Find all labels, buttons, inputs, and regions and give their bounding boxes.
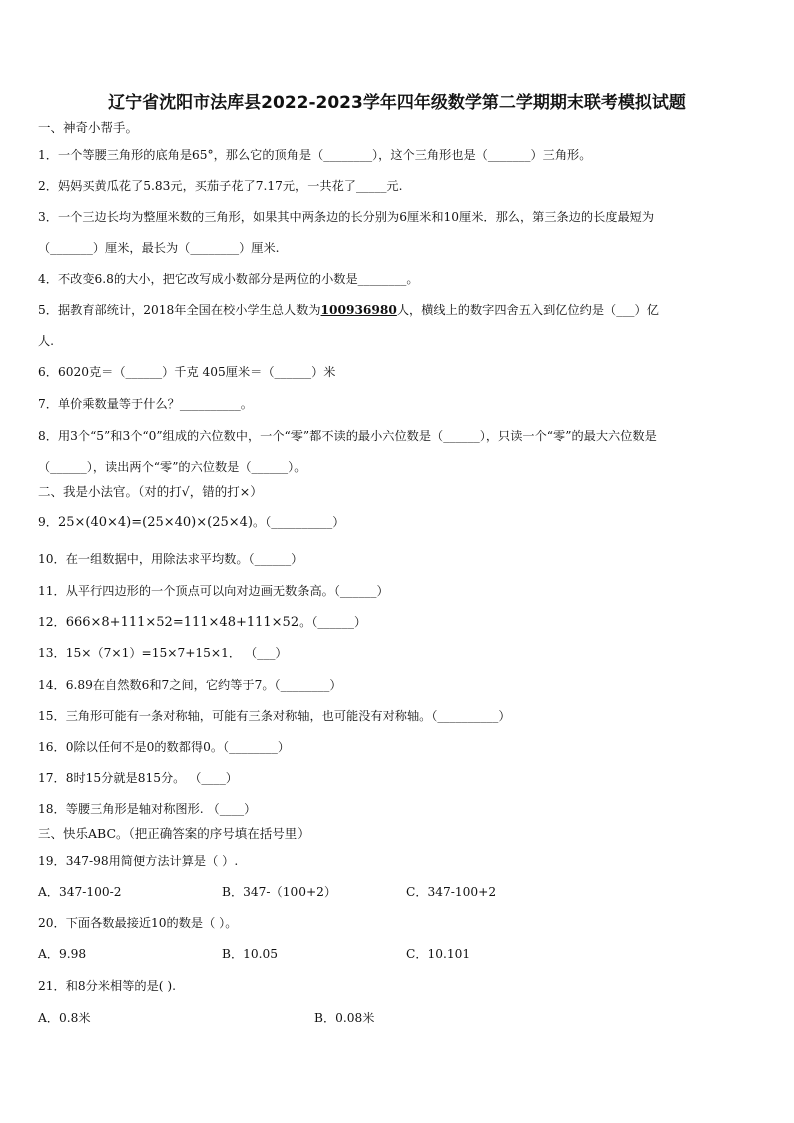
question-21-option-b: B．0.08米 — [314, 1011, 375, 1025]
question-13: 13．15×（7×1）=15×7+15×1． （___） — [38, 646, 288, 660]
question-19-option-b: B．347-（100+2） — [222, 885, 337, 899]
question-12 — [38, 614, 768, 631]
question-8-line-1: 8．用3个“5”和3个“0”组成的六位数中，一个“零”都不读的最小六位数是（______），只读一个“零”的最大六位数是 — [38, 429, 657, 443]
question-5-text-pre: 5．据教育部统计，2018年全国在校小学生总人数为 — [38, 303, 321, 317]
question-12-formula: 666×8+111×52=111×48+111×52 — [65, 615, 300, 630]
question-14: 14．6.89在自然数6和7之间，它约等于7。（________） — [38, 678, 342, 692]
question-19: 19．347-98用简便方法计算是（ ）. — [38, 854, 239, 868]
question-5-line-1 — [38, 302, 768, 318]
question-16: 16．0除以任何不是0的数都得0。（________） — [38, 740, 291, 754]
question-19-option-a: A．347-100-2 — [38, 885, 122, 899]
question-10: 10．在一组数据中，用除法求平均数。（______） — [38, 552, 304, 566]
question-5-underlined-number: 100936980 — [320, 303, 397, 317]
question-1: 1．一个等腰三角形的底角是65°，那么它的顶角是（________），这个三角形也是（_______）三角形。 — [38, 148, 592, 162]
question-20-option-a: A．9.98 — [38, 947, 87, 961]
question-9-tail: 。（__________） — [253, 515, 345, 529]
question-21-option-a: A．0.8米 — [38, 1011, 91, 1025]
question-7: 7．单价乘数量等于什么？__________。 — [38, 397, 253, 411]
question-20: 20．下面各数最接近10的数是（ ）。 — [38, 916, 238, 930]
section-2-heading: 二、我是小法官。（对的打√，错的打×） — [38, 484, 263, 499]
question-12-number: 12． — [38, 615, 66, 629]
question-21: 21．和8分米相等的是( ). — [38, 979, 177, 993]
question-9-number: 9． — [38, 515, 58, 529]
question-15: 15．三角形可能有一条对称轴，可能有三条对称轴，也可能没有对称轴。（__________） — [38, 709, 511, 723]
question-17: 17．8时15分就是815分。 （____） — [38, 771, 238, 785]
question-2: 2．妈妈买黄瓜花了5.83元，买茄子花了7.17元，一共花了_____元. — [38, 179, 403, 193]
section-1-heading: 一、神奇小帮手。 — [38, 120, 139, 135]
question-3-line-1: 3．一个三边长均为整厘米数的三角形，如果其中两条边的长分别为6厘米和10厘米．那么，第三条边的长度最短为 — [38, 210, 655, 224]
question-11: 11．从平行四边形的一个顶点可以向对边画无数条高。（______） — [38, 584, 389, 598]
page-title: 辽宁省沈阳市法库县2022-2023学年四年级数学第二学期期末联考模拟试题 — [108, 93, 686, 113]
question-20-option-b: B．10.05 — [222, 947, 279, 961]
section-3-heading: 三、快乐ABC。（把正确答案的序号填在括号里） — [38, 826, 310, 841]
question-5-text-post: 人，横线上的数字四舍五入到亿位约是（___）亿 — [396, 303, 659, 317]
question-18: 18．等腰三角形是轴对称图形. （____） — [38, 802, 257, 816]
question-12-tail: 。（______） — [299, 615, 367, 629]
question-9-formula: 25×(40×4)=(25×40)×(25×4) — [57, 515, 253, 530]
question-4: 4．不改变6.8的大小，把它改写成小数部分是两位的小数是________。 — [38, 272, 419, 286]
question-6: 6．6020克＝（______）千克 405厘米＝（______）米 — [38, 365, 336, 379]
question-9 — [38, 514, 768, 531]
question-20-option-c: C．10.101 — [406, 947, 471, 961]
question-3-line-2: （_______）厘米，最长为（________）厘米. — [38, 241, 280, 255]
question-8-line-2: （______），读出两个“零”的六位数是（______）。 — [38, 460, 307, 474]
question-19-option-c: C．347-100+2 — [406, 885, 497, 899]
question-5-line-2: 人. — [38, 334, 55, 348]
